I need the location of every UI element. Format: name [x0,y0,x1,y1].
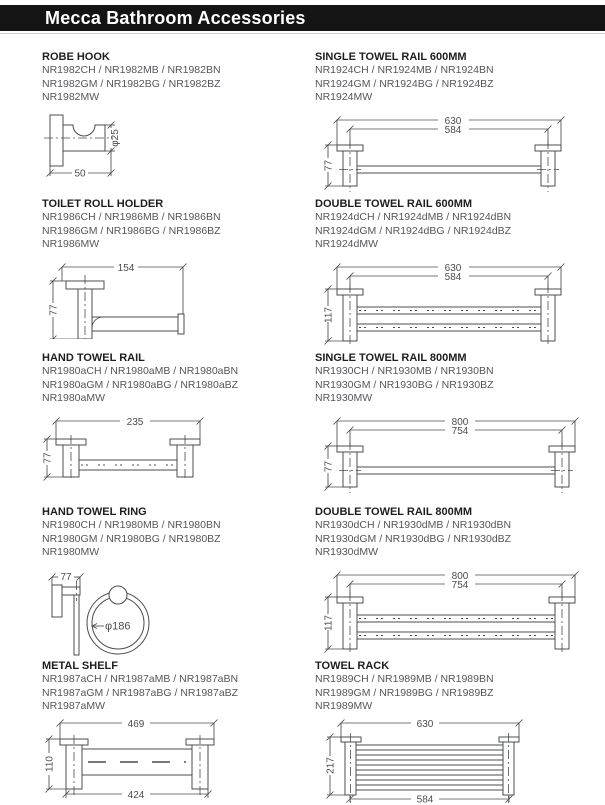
product-title: TOILET ROLL HOLDER [42,198,164,210]
product-codes-line: NR1930dGM / NR1930dBG / NR1930dBZ [315,532,512,545]
product-hand-towel-ring [42,505,315,659]
product-codes-line: NR1924CH / NR1924MB / NR1924BN [315,64,494,76]
robe-hook-drawing [42,114,127,186]
hand-towel-rail-drawing [42,415,214,481]
product-codes-line: NR1980CH / NR1980MB / NR1980BN [42,519,221,531]
product-codes-line: NR1930GM / NR1930BG / NR1930BZ [315,378,494,391]
dim-label: 110 [44,755,56,772]
product-toilet-roll-holder [42,197,315,351]
dim-label: 754 [451,579,469,591]
dim-label: φ186 [105,620,131,632]
dim-label: 77 [323,460,335,472]
product-codes-line: NR1980MW [42,546,100,558]
product-double-towel-rail-600 [315,197,588,351]
dim-label: 77 [42,451,54,464]
dim-label: 50 [74,168,86,179]
dim-label: 217 [325,756,337,774]
product-codes-line: NR1930dCH / NR1930dMB / NR1930dBN [315,519,512,531]
product-hand-towel-rail [42,351,315,505]
product-codes-line: NR1980GM / NR1980BG / NR1980BZ [42,532,221,545]
metal-shelf-drawing [42,717,232,801]
dim-label: φ25 [110,128,121,147]
product-title: TOWEL RACK [315,660,390,672]
product-codes-line: NR1980aMW [42,392,106,404]
toilet-roll-holder-drawing [42,261,192,339]
page-title: Mecca Bathroom Accessories [45,7,306,28]
dim-label: 469 [127,718,145,730]
product-codes-line: NR1924dCH / NR1924dMB / NR1924dBN [315,211,512,223]
dim-label: 117 [323,306,335,323]
dim-label: 630 [444,115,462,127]
product-codes-line: NR1980aCH / NR1980aMB / NR1980aBN [42,365,239,377]
product-codes-line: NR1930CH / NR1930MB / NR1930BN [315,365,494,377]
dim-label: 424 [127,789,145,801]
product-codes-line: NR1989CH / NR1989MB / NR1989BN [315,673,494,685]
product-codes-line: NR1987aCH / NR1987aMB / NR1987aBN [42,673,239,685]
product-grid [42,50,588,805]
dim-label: 77 [323,159,335,171]
product-codes-line: NR1930MW [315,392,373,404]
dim-label: 630 [416,718,434,730]
product-robe-hook [42,50,315,197]
product-codes-line: NR1982MW [42,91,100,103]
product-title: METAL SHELF [42,660,118,672]
dim-label: 77 [48,303,60,316]
dim-label: 584 [444,271,462,283]
product-single-towel-rail-800 [315,351,588,505]
product-title: SINGLE TOWEL RAIL 800MM [315,352,467,364]
dim-label: 800 [451,416,469,428]
single-towel-rail-600-drawing [323,114,575,192]
dim-label: 584 [444,124,462,136]
product-codes-line: NR1986GM / NR1986BG / NR1986BZ [42,224,221,237]
double-towel-rail-800-drawing [323,569,589,653]
product-codes-line: NR1987aGM / NR1987aBG / NR1987aBZ [42,686,239,699]
product-codes-line: NR1989MW [315,700,373,712]
product-towel-rack [315,659,588,805]
product-codes-line: NR1924dGM / NR1924dBG / NR1924dBZ [315,224,512,237]
product-codes-line: NR1930dMW [315,546,379,558]
product-title: ROBE HOOK [42,51,110,63]
product-codes-line: NR1986CH / NR1986MB / NR1986BN [42,211,221,223]
dim-label: 117 [323,614,335,631]
single-towel-rail-800-drawing [323,415,589,493]
dim-label: 584 [416,794,434,805]
product-codes-line: NR1924dMW [315,238,379,250]
product-codes-line: NR1987aMW [42,700,106,712]
dim-label: 77 [60,571,72,583]
dim-label: 154 [117,262,135,274]
double-towel-rail-600-drawing [323,261,575,345]
dim-label: 754 [451,425,469,437]
product-codes-line: NR1986MW [42,238,100,250]
product-codes-line: NR1980aGM / NR1980aBG / NR1980aBZ [42,378,239,391]
header-bar [0,5,605,31]
product-codes-line: NR1982GM / NR1982BG / NR1982BZ [42,77,221,90]
product-codes-line: NR1924MW [315,91,373,103]
dim-label: 630 [444,262,462,274]
product-title: DOUBLE TOWEL RAIL 800MM [315,506,473,518]
product-codes-line: NR1982CH / NR1982MB / NR1982BN [42,64,221,76]
product-metal-shelf [42,659,315,805]
product-title: DOUBLE TOWEL RAIL 600MM [315,198,473,210]
product-codes-line: NR1989GM / NR1989BG / NR1989BZ [315,686,494,699]
hand-towel-ring-drawing [42,569,150,661]
towel-rack-drawing [323,717,535,805]
product-title: HAND TOWEL RAIL [42,352,145,364]
dim-label: 800 [451,570,469,582]
product-title: HAND TOWEL RING [42,506,147,518]
product-title: SINGLE TOWEL RAIL 600MM [315,51,467,63]
product-single-towel-rail-600 [315,50,588,197]
header-underline [0,33,605,34]
product-double-towel-rail-800 [315,505,588,659]
dim-label: 235 [126,416,144,428]
product-codes-line: NR1924GM / NR1924BG / NR1924BZ [315,77,494,90]
